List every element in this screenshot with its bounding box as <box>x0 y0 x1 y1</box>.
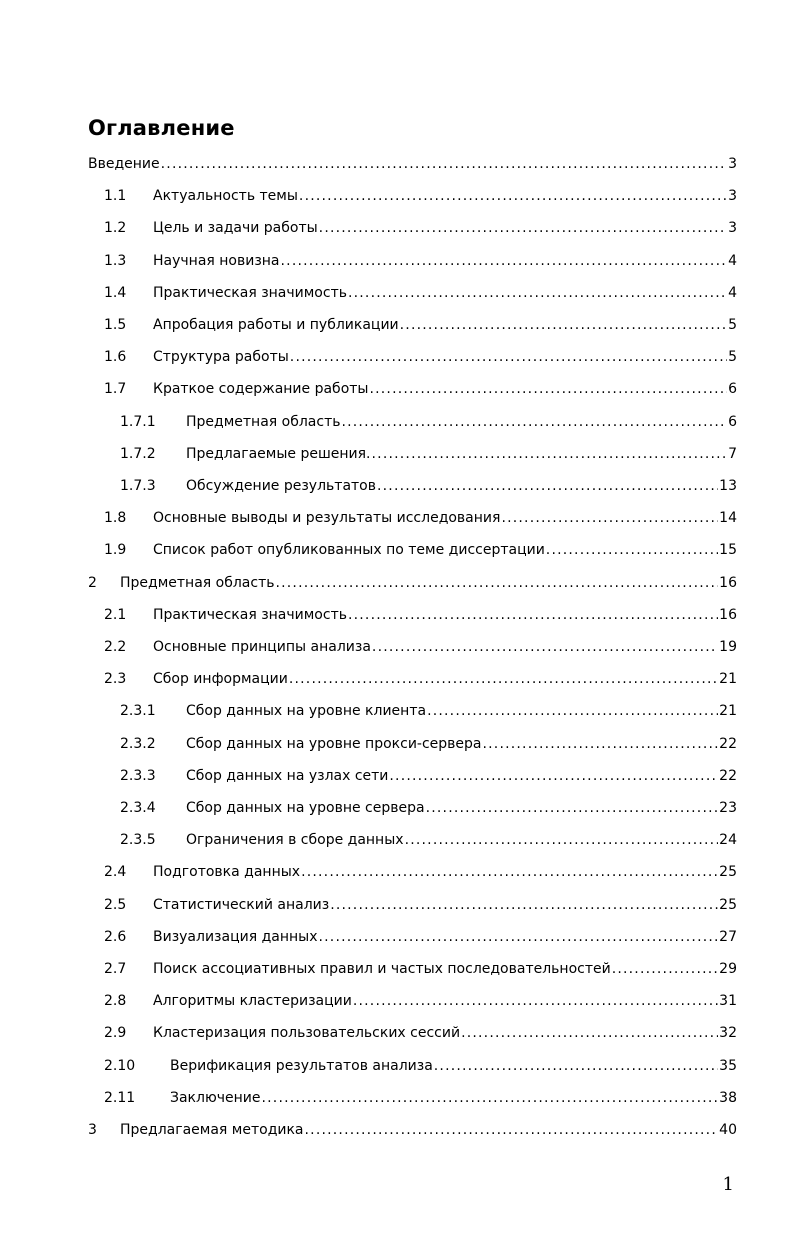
toc-entry-page: 14 <box>719 510 737 527</box>
toc-leader-dots <box>305 1116 719 1144</box>
toc-entry[interactable] <box>0 311 796 339</box>
toc-entry[interactable] <box>0 569 796 597</box>
toc-entry[interactable] <box>0 408 796 436</box>
toc-entry-label: Введение <box>88 156 160 172</box>
toc-entry-number: 2.2 <box>104 639 127 655</box>
toc-entry-page: 3 <box>728 188 737 205</box>
toc-entry-label: Сбор данных на уровне прокси-сервера <box>186 735 482 752</box>
toc-entry-page: 4 <box>728 284 737 301</box>
toc-entry-page: 21 <box>719 703 737 720</box>
toc-entry[interactable] <box>0 826 796 854</box>
toc-leader-dots <box>612 955 718 983</box>
toc-entry-page: 27 <box>719 928 737 945</box>
toc-entry-label: Практическая значимость <box>153 284 347 301</box>
toc-entry-page: 25 <box>719 864 737 881</box>
toc-entry[interactable] <box>0 633 796 661</box>
toc-entry-page: 35 <box>719 1057 737 1074</box>
toc-entry[interactable] <box>0 1019 796 1047</box>
toc-entry-page: 38 <box>719 1089 737 1106</box>
toc-entry-page: 24 <box>719 832 737 849</box>
toc-entry-number: 2.8 <box>104 993 127 1010</box>
toc-entry-number: 3 <box>88 1122 97 1138</box>
toc-leader-dots <box>546 536 718 564</box>
toc-entry-page: 40 <box>719 1122 737 1138</box>
toc-leader-dots <box>400 311 727 339</box>
toc-entry-label: Предметная область <box>186 413 341 430</box>
toc-leader-dots <box>405 826 719 854</box>
toc-leader-dots <box>299 182 727 210</box>
toc-entry-number: 1.5 <box>104 317 127 333</box>
toc-entry-number: 1.1 <box>104 188 127 205</box>
toc-entry-page: 3 <box>728 220 737 237</box>
toc-entry-label: Кластеризация пользовательских сессий <box>153 1025 461 1042</box>
toc-entry[interactable] <box>0 730 796 758</box>
toc-leader-dots <box>301 858 718 886</box>
toc-entry[interactable] <box>0 214 796 242</box>
toc-entry-page: 6 <box>728 413 737 430</box>
toc-entry-number: 2.3.4 <box>120 800 156 816</box>
toc-entry-page: 3 <box>728 156 737 172</box>
toc-entry[interactable] <box>0 987 796 1015</box>
toc-entry-page: 16 <box>719 574 737 591</box>
toc-entry-label: Сбор данных на узлах сети <box>186 767 389 784</box>
toc-entry[interactable] <box>0 1052 796 1080</box>
toc-entry[interactable] <box>0 923 796 951</box>
toc-entry-label: Основные выводы и результаты исследования <box>153 510 501 527</box>
toc-leader-dots <box>377 472 718 500</box>
toc-entry-number: 2.3.3 <box>120 767 156 784</box>
toc-entry-number: 2 <box>88 574 97 591</box>
toc-entry-label: Статистический анализ <box>153 896 330 913</box>
toc-entry-number: 2.11 <box>104 1089 136 1106</box>
toc-entry-page: 19 <box>719 639 737 655</box>
toc-entry-label: Сбор данных на уровне сервера <box>186 800 425 816</box>
toc-entry-number: 2.3.5 <box>120 832 156 849</box>
toc-entry-label: Визуализация данных <box>153 928 318 945</box>
toc-entry-label: Основные принципы анализа <box>153 639 371 655</box>
toc-entry-page: 16 <box>719 606 737 623</box>
toc-leader-dots <box>426 794 719 822</box>
toc-entry-label: Сбор данных на уровне клиента <box>186 703 427 720</box>
toc-entry-page: 31 <box>719 993 737 1010</box>
toc-entry-number: 2.4 <box>104 864 127 881</box>
toc-entry[interactable] <box>0 150 796 178</box>
toc-entry-number: 2.6 <box>104 928 127 945</box>
toc-entry[interactable] <box>0 697 796 725</box>
toc-leader-dots <box>330 891 718 919</box>
toc-entry[interactable] <box>0 247 796 275</box>
toc-entry-label: Практическая значимость <box>153 606 347 623</box>
toc-entry-label: Апробация работы и публикации <box>153 317 399 333</box>
toc-entry-number: 1.8 <box>104 510 127 527</box>
toc-entry[interactable] <box>0 955 796 983</box>
toc-entry-number: 1.6 <box>104 349 127 366</box>
toc-entry-label: Обсуждение результатов <box>186 478 376 494</box>
toc-entry[interactable] <box>0 891 796 919</box>
toc-leader-dots <box>389 762 718 790</box>
toc-entry-label: Список работ опубликованных по теме диссертации <box>153 542 545 559</box>
toc-entry-number: 1.3 <box>104 252 127 269</box>
toc-entry-number: 1.7.2 <box>120 445 156 462</box>
toc-entry[interactable] <box>0 794 796 822</box>
toc-entry-number: 1.2 <box>104 220 127 237</box>
toc-leader-dots <box>348 601 718 629</box>
toc-leader-dots <box>262 1084 719 1112</box>
toc-leader-dots <box>369 375 727 403</box>
toc-entry[interactable] <box>0 762 796 790</box>
toc-entry-number: 1.4 <box>104 284 127 301</box>
toc-entry[interactable] <box>0 858 796 886</box>
toc-entry-label: Научная новизна <box>153 252 280 269</box>
toc-leader-dots <box>348 279 727 307</box>
toc-entry[interactable] <box>0 536 796 564</box>
toc-entry[interactable] <box>0 440 796 468</box>
toc-entry-number: 2.9 <box>104 1025 127 1042</box>
toc-leader-dots <box>289 665 718 693</box>
toc-entry-number: 1.7.3 <box>120 478 156 494</box>
toc-entry-label: Алгоритмы кластеризации <box>153 993 352 1010</box>
toc-entry[interactable] <box>0 279 796 307</box>
toc-entry-number: 2.3 <box>104 671 127 688</box>
toc-entry-label: Поиск ассоциативных правил и частых последовательностей <box>153 961 611 977</box>
toc-leader-dots <box>319 923 719 951</box>
toc-leader-dots <box>483 730 719 758</box>
toc-entry-label: Предлагаемая методика <box>120 1122 304 1138</box>
toc-entry[interactable] <box>0 343 796 371</box>
toc-entry-page: 15 <box>719 542 737 559</box>
toc-entry-number: 1.9 <box>104 542 127 559</box>
toc-entry-number: 2.1 <box>104 606 127 623</box>
toc-entry-label: Актуальность темы <box>153 188 298 205</box>
toc-entry-number: 2.5 <box>104 896 127 913</box>
toc-entry-page: 22 <box>719 735 737 752</box>
toc-entry-label: Предлагаемые решения. <box>186 445 371 462</box>
toc-entry-label: Краткое содержание работы <box>153 381 369 398</box>
toc-leader-dots <box>501 504 718 532</box>
toc-entry-page: 23 <box>719 800 737 816</box>
toc-entry-label: Предметная область <box>120 574 275 591</box>
toc-leader-dots <box>319 214 727 242</box>
toc-leader-dots <box>461 1019 718 1047</box>
toc-entry-number: 2.10 <box>104 1057 136 1074</box>
toc-leader-dots <box>290 343 727 371</box>
toc-entry-label: Заключение <box>170 1089 261 1106</box>
toc-entry-page: 32 <box>719 1025 737 1042</box>
toc-entry-number: 1.7.1 <box>120 413 156 430</box>
toc-leader-dots <box>281 247 728 275</box>
toc-leader-dots <box>275 569 718 597</box>
toc-entry-number: 2.3.2 <box>120 735 156 752</box>
toc-entry[interactable] <box>0 665 796 693</box>
toc-entry-label: Ограничения в сборе данных <box>186 832 404 849</box>
toc-entry-number: 2.3.1 <box>120 703 156 720</box>
toc-leader-dots <box>372 633 718 661</box>
toc-entry-page: 5 <box>728 349 737 366</box>
toc-entry[interactable] <box>0 601 796 629</box>
toc-leader-dots <box>434 1052 718 1080</box>
toc-entry[interactable] <box>0 1116 796 1144</box>
toc-entry[interactable] <box>0 375 796 403</box>
toc-entry-page: 6 <box>728 381 737 398</box>
toc-entry-label: Структура работы <box>153 349 289 366</box>
toc-entry-number: 1.7 <box>104 381 127 398</box>
toc-entry[interactable] <box>0 182 796 210</box>
toc-leader-dots <box>427 697 718 725</box>
toc-leader-dots <box>372 440 728 468</box>
toc-entry-page: 25 <box>719 896 737 913</box>
toc-entry-page: 4 <box>728 252 737 269</box>
toc-leader-dots <box>341 408 727 436</box>
toc-entry-page: 13 <box>719 478 737 494</box>
toc-entry-label: Верификация результатов анализа <box>170 1057 433 1074</box>
page-number: 1 <box>722 1174 734 1195</box>
toc-entry-number: 2.7 <box>104 961 127 977</box>
toc-entry-label: Подготовка данных <box>153 864 301 881</box>
toc-entry-page: 22 <box>719 767 737 784</box>
toc-entry-label: Сбор информации <box>153 671 288 688</box>
toc-entry[interactable] <box>0 472 796 500</box>
toc-leader-dots <box>161 150 727 178</box>
toc-entry-page: 29 <box>719 961 737 977</box>
toc-entry-page: 21 <box>719 671 737 688</box>
toc-leader-dots <box>353 987 718 1015</box>
toc-entry[interactable] <box>0 1084 796 1112</box>
page-title: Оглавление <box>88 116 235 140</box>
toc-entry-label: Цель и задачи работы <box>153 220 318 237</box>
toc-entry[interactable] <box>0 504 796 532</box>
toc-entry-page: 7 <box>728 445 737 462</box>
toc-entry-page: 5 <box>728 317 737 333</box>
